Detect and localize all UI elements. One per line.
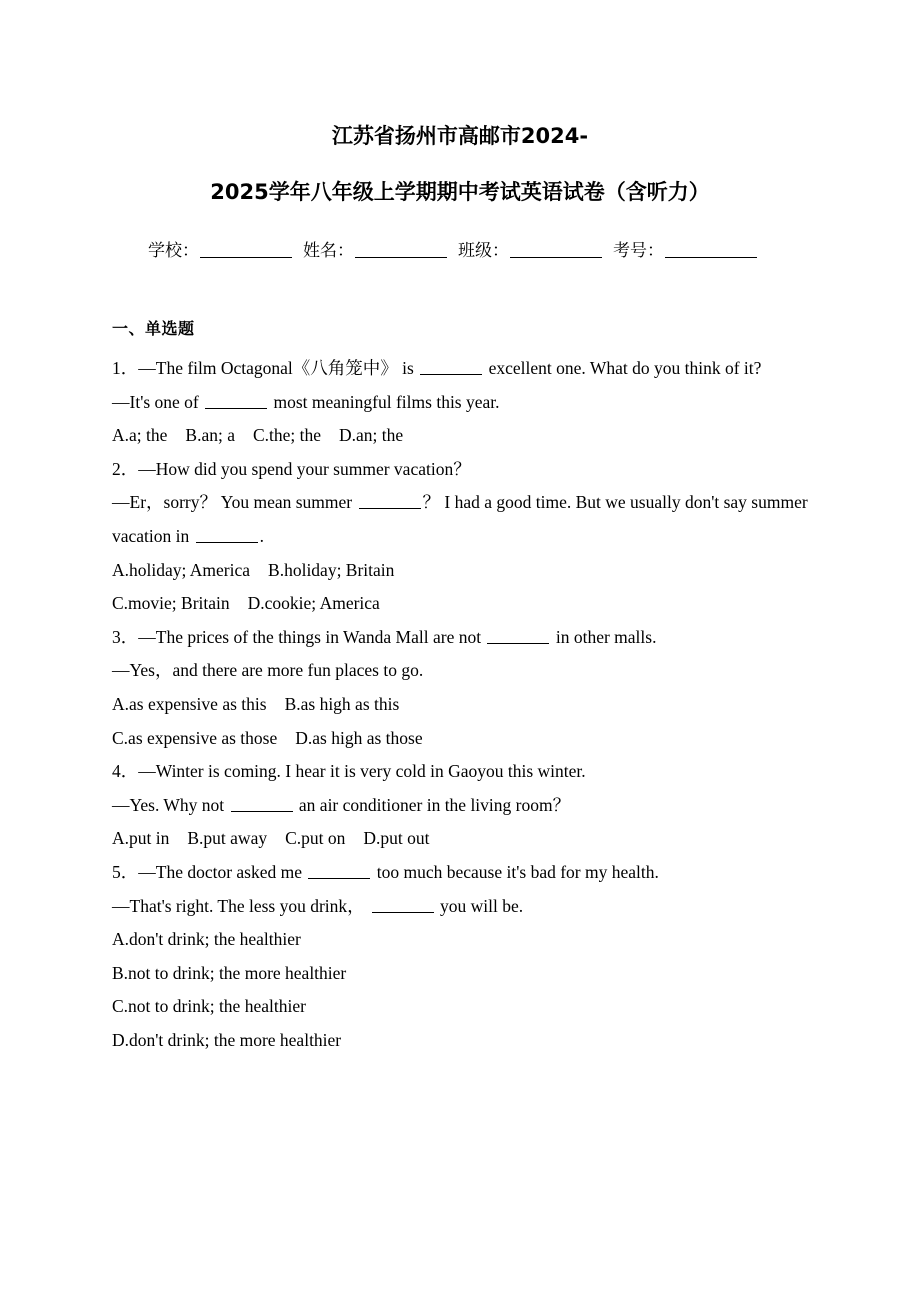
question-1-stem-part2: excellent one. What do you think of it? [484,358,762,378]
question-2-blank-2[interactable] [196,526,258,543]
question-1-option-b[interactable]: B.an; a [185,425,235,446]
question-5-blank-1[interactable] [308,862,370,879]
section-heading-multiple-choice: 一、单选题 [112,319,195,338]
question-2-option-d[interactable]: D.cookie; America [247,593,380,614]
question-3-option-c[interactable]: C.as expensive as those [112,727,278,748]
question-3-option-b[interactable]: B.as high as this [284,693,400,714]
question-5-stem-part1: 5．—The doctor asked me [112,861,307,882]
question-1-reply-part1: —It's one of [112,391,204,412]
question-3-options-row-2 [112,722,812,756]
question-2-option-b[interactable]: B.holiday; Britain [268,559,395,580]
question-3-reply: —Yes，and there are more fun places to go. [112,660,424,681]
question-5-option-c[interactable]: C.not to drink; the healthier [112,996,306,1017]
question-3-option-d[interactable]: D.as high as those [295,727,423,748]
question-1-blank-1[interactable] [420,358,482,375]
class-label: 班级： [458,241,509,261]
questions-container [112,352,812,1057]
question-2-options-row-2 [112,587,812,621]
question-3-stem-part1: 3．—The prices of the things in Wanda Mall are not [112,626,486,647]
question-2-stem: 2．—How did you spend your summer vacation？ [112,458,471,479]
question-1-blank-2[interactable] [205,392,267,409]
question-4-blank-1[interactable] [231,795,293,812]
question-3-stem [112,621,812,655]
question-1-option-a[interactable]: A.a; the [112,425,168,446]
question-3-blank-1[interactable] [487,627,549,644]
question-4-option-b[interactable]: B.put away [187,828,268,849]
question-2-reply-part3: . [259,525,265,546]
question-4-options-row-1 [112,822,812,856]
question-5-options-row-2 [112,957,812,991]
exam-number-label: 考号： [613,241,664,261]
question-5-reply-part2: you will be. [435,895,524,916]
question-5-reply-part1: —That's right. The less you drink， [112,895,365,916]
question-2-option-a[interactable]: A.holiday; America [112,559,251,580]
page-title [110,108,810,220]
question-2-option-c[interactable]: C.movie; Britain [112,593,230,614]
question-1-options-row-1 [112,419,812,453]
question-2-reply [112,486,812,553]
school-label: 学校： [148,241,199,261]
question-4-reply-part2: an air conditioner in the living room？ [294,794,571,815]
student-info-line [148,236,758,261]
question-4-reply-part1: —Yes. Why not [112,794,229,815]
question-2-blank-1[interactable] [359,492,421,509]
class-input-blank[interactable] [510,239,602,258]
question-2-reply-part2: ？ I had a good time. But we usually don't say summer vacation in [112,492,808,546]
question-5-reply [112,890,812,924]
question-4-stem: 4．—Winter is coming. I hear it is very cold in Gaoyou this winter. [112,761,586,782]
question-2-reply-part1: —Er，sorry？ You mean summer [112,492,357,513]
question-1-stem-part1: 1．—The film Octagonal《八角笼中》 is [112,358,419,378]
question-5-stem-part2: too much because it's bad for my health. [372,861,659,882]
question-2-options-row-1 [112,554,812,588]
question-1-reply-part2: most meaningful films this year. [269,391,500,412]
name-label: 姓名： [303,241,354,261]
question-5-options-row-1 [112,923,812,957]
school-input-blank[interactable] [200,239,292,258]
question-3-option-a[interactable]: A.as expensive as this [112,693,267,714]
question-5-stem [112,856,812,890]
question-5-blank-2[interactable] [372,895,434,912]
question-5-options-row-3 [112,990,812,1024]
title-line-1: 江苏省扬州市高邮市2024- [331,124,589,148]
name-input-blank[interactable] [355,239,447,258]
question-1-stem [112,352,812,386]
question-4-option-d[interactable]: D.put out [363,828,430,849]
question-3-stem-part2: in other malls. [551,626,657,647]
question-5-option-d[interactable]: D.don't drink; the more healthier [112,1029,342,1050]
question-5-options-row-4 [112,1024,812,1058]
question-3-options-row-1 [112,688,812,722]
question-4-option-c[interactable]: C.put on [285,828,346,849]
exam-number-input-blank[interactable] [665,239,757,258]
question-1-option-d[interactable]: D.an; the [339,425,404,446]
question-5-option-b[interactable]: B.not to drink; the more healthier [112,962,347,983]
question-1-option-c[interactable]: C.the; the [252,425,322,446]
question-1-reply [112,386,812,420]
question-4-option-a[interactable]: A.put in [112,828,170,849]
question-5-option-a[interactable]: A.don't drink; the healthier [112,929,301,950]
question-4-reply [112,789,812,823]
title-line-2: 2025学年八年级上学期期中考试英语试卷（含听力） [210,180,710,204]
